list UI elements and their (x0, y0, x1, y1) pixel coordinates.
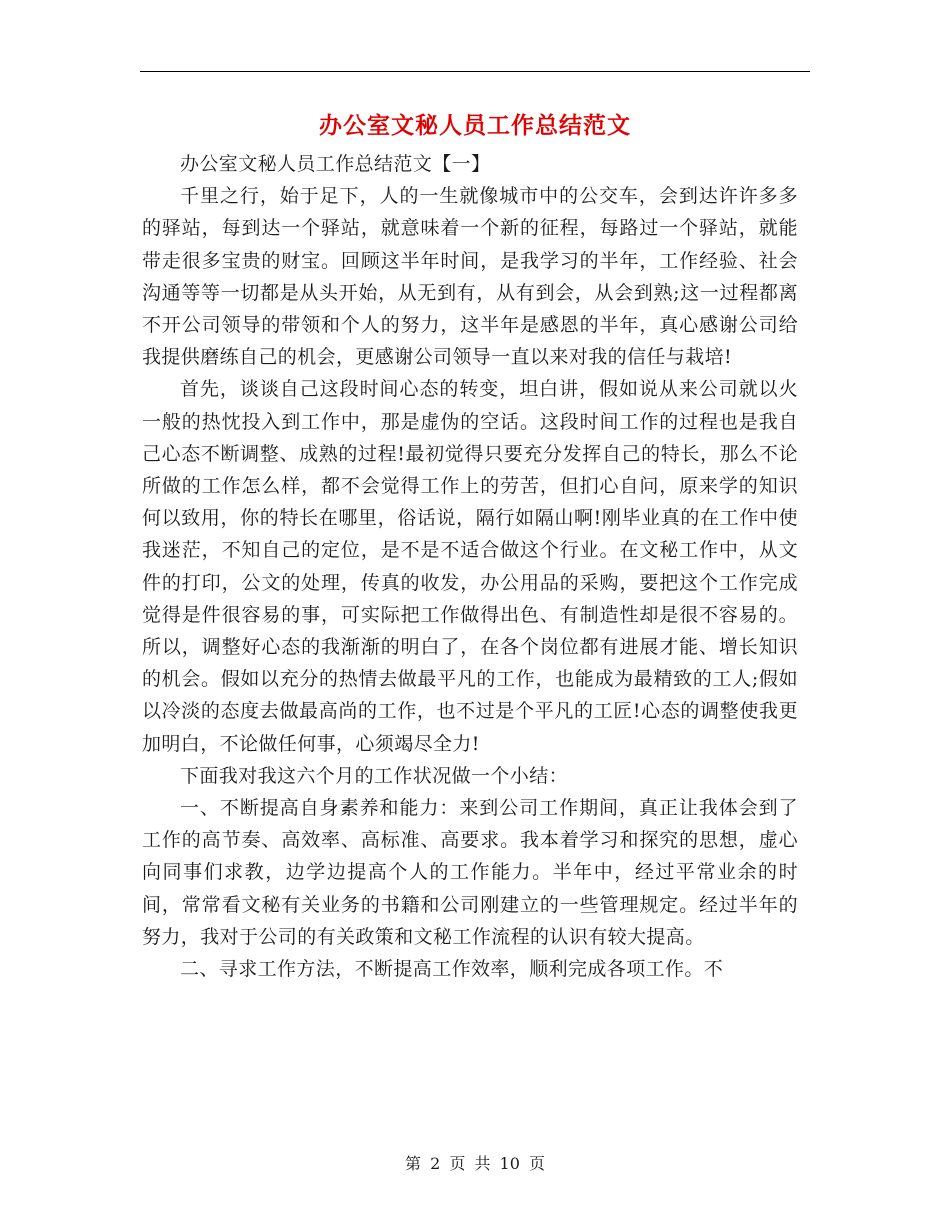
document-title: 办公室文秘人员工作总结范文 (319, 112, 631, 139)
page-number: 第 2 页 共 10 页 (405, 1154, 545, 1173)
paragraph-summary-lead: 下面我对我这六个月的工作状况做一个小结： (180, 764, 569, 787)
paragraph-intro: 千里之行，始于足下，人的一生就像城市中的公交车，会到达许许多多的驿站，每到达一个驿站，就意味着一个新的征程，每路过一个驿站，就能带走很多宝贵的财宝。回顾这半年时间，是我学习的半年，工作经验、社会沟通等等一切都是从头开始，从无到有，从有到会，从会到熟;这一过程都离不开公司领导的带领和个人的努力，这半年是感恩的半年，真心感谢公司给我提供磨练自己的机会，更感谢公司领导一直以来对我的信任与栽培! (142, 185, 798, 369)
paragraph-point-two: 二、寻求工作方法，不断提高工作效率，顺利完成各项工作。不 (180, 958, 724, 981)
section-heading: 办公室文秘人员工作总结范文【一】 (180, 153, 491, 175)
paragraph-point-one: 一、不断提高自身素养和能力：来到公司工作期间，真正让我体会到了工作的高节奏、高效率、高标准、高要求。我本着学习和探究的思想，虚心向同事们求教，边学边提高个人的工作能力。半年中，经过平常业余的时间，常常看文秘有关业务的书籍和公司刚建立的一些管理规定。经过半年的努力，我对于公司的有关政策和文秘工作流程的认识有较大提高。 (142, 797, 798, 948)
document-body (142, 148, 798, 985)
header-rule (140, 71, 810, 72)
paragraph-mindset: 首先，谈谈自己这段时间心态的转变，坦白讲，假如说从来公司就以火一般的热忱投入到工作中，那是虚伪的空话。这段时间工作的过程也是我自己心态不断调整、成熟的过程!最初觉得只要充分发挥自己的特长，那么不论所做的工作怎么样，都不会觉得工作上的劳苦，但扪心自问，原来学的知识何以致用，你的特长在哪里，俗话说，隔行如隔山啊!刚毕业真的在工作中使我迷茫，不知自己的定位，是不是不适合做这个行业。在文秘工作中，从文件的打印，公文的处理，传真的收发，办公用品的采购，要把这个工作完成觉得是件很容易的事，可实际把工作做得出色、有制造性却是很不容易的。所以，调整好心态的我渐渐的明白了，在各个岗位都有进展才能、增长知识的机会。假如以充分的热情去做最平凡的工作，也能成为最精致的工人;假如以冷淡的态度去做最高尚的工作，也不过是个平凡的工匠!心态的调整使我更加明白，不论做任何事，心须竭尽全力! (142, 378, 798, 755)
